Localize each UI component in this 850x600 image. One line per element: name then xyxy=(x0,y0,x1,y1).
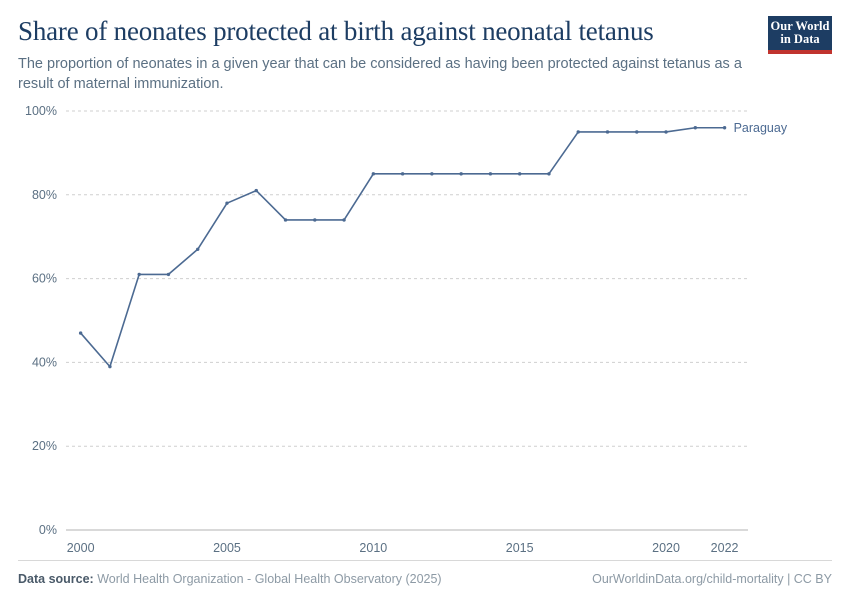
data-point[interactable] xyxy=(459,172,462,175)
data-point[interactable] xyxy=(79,331,82,334)
y-axis-tick-label: 0% xyxy=(38,523,57,537)
x-axis-tick-label: 2020 xyxy=(652,541,680,553)
data-point[interactable] xyxy=(577,130,580,133)
page-title: Share of neonates protected at birth against neonatal tetanus xyxy=(18,16,654,46)
data-point[interactable] xyxy=(664,130,667,133)
data-point[interactable] xyxy=(225,201,228,204)
data-point[interactable] xyxy=(255,189,258,192)
data-source-text: World Health Organization - Global Health Observatory (2025) xyxy=(97,571,442,586)
series-label-paraguay: Paraguay xyxy=(733,120,788,135)
owid-logo-line2: in Data xyxy=(780,32,820,47)
owid-logo[interactable] xyxy=(768,16,832,54)
x-axis-tick-label: 2010 xyxy=(359,541,388,553)
data-point[interactable] xyxy=(723,126,726,129)
owid-logo-line1: Our World xyxy=(770,19,830,33)
y-axis-tick-label: 80% xyxy=(31,187,57,202)
y-axis-tick-label: 40% xyxy=(31,355,57,370)
data-point[interactable] xyxy=(313,218,316,221)
footer-attribution[interactable]: OurWorldinData.org/child-mortality | CC BY xyxy=(592,571,832,586)
data-point[interactable] xyxy=(430,172,433,175)
data-point[interactable] xyxy=(635,130,638,133)
data-point[interactable] xyxy=(137,273,140,276)
data-point[interactable] xyxy=(342,218,345,221)
chart-footer xyxy=(18,560,832,588)
series-line-paraguay[interactable] xyxy=(81,128,725,367)
page-subtitle: The proportion of neonates in a given year that can be considered as having been protected against tetanus as a result of maternal immunization. xyxy=(18,56,742,92)
data-point[interactable] xyxy=(518,172,521,175)
data-source-label: Data source: xyxy=(18,571,94,586)
data-point[interactable] xyxy=(547,172,550,175)
x-axis-tick-label: 2000 xyxy=(66,541,95,553)
x-axis-tick-label: 2022 xyxy=(710,541,739,553)
y-axis-tick-label: 100% xyxy=(25,104,57,118)
data-point[interactable] xyxy=(401,172,404,175)
y-axis-tick-label: 20% xyxy=(31,439,57,454)
data-point[interactable] xyxy=(284,218,287,221)
data-point[interactable] xyxy=(167,273,170,276)
x-axis-tick-label: 2015 xyxy=(505,541,534,553)
data-point[interactable] xyxy=(108,365,111,368)
line-chart[interactable] xyxy=(0,98,850,553)
data-point[interactable] xyxy=(196,248,199,251)
chart-svg xyxy=(0,98,850,553)
data-point[interactable] xyxy=(694,126,697,129)
data-point[interactable] xyxy=(606,130,609,133)
data-point[interactable] xyxy=(372,172,375,175)
y-axis-tick-label: 60% xyxy=(31,271,57,286)
data-source xyxy=(18,572,442,586)
data-point[interactable] xyxy=(489,172,492,175)
x-axis-tick-label: 2005 xyxy=(213,541,241,553)
